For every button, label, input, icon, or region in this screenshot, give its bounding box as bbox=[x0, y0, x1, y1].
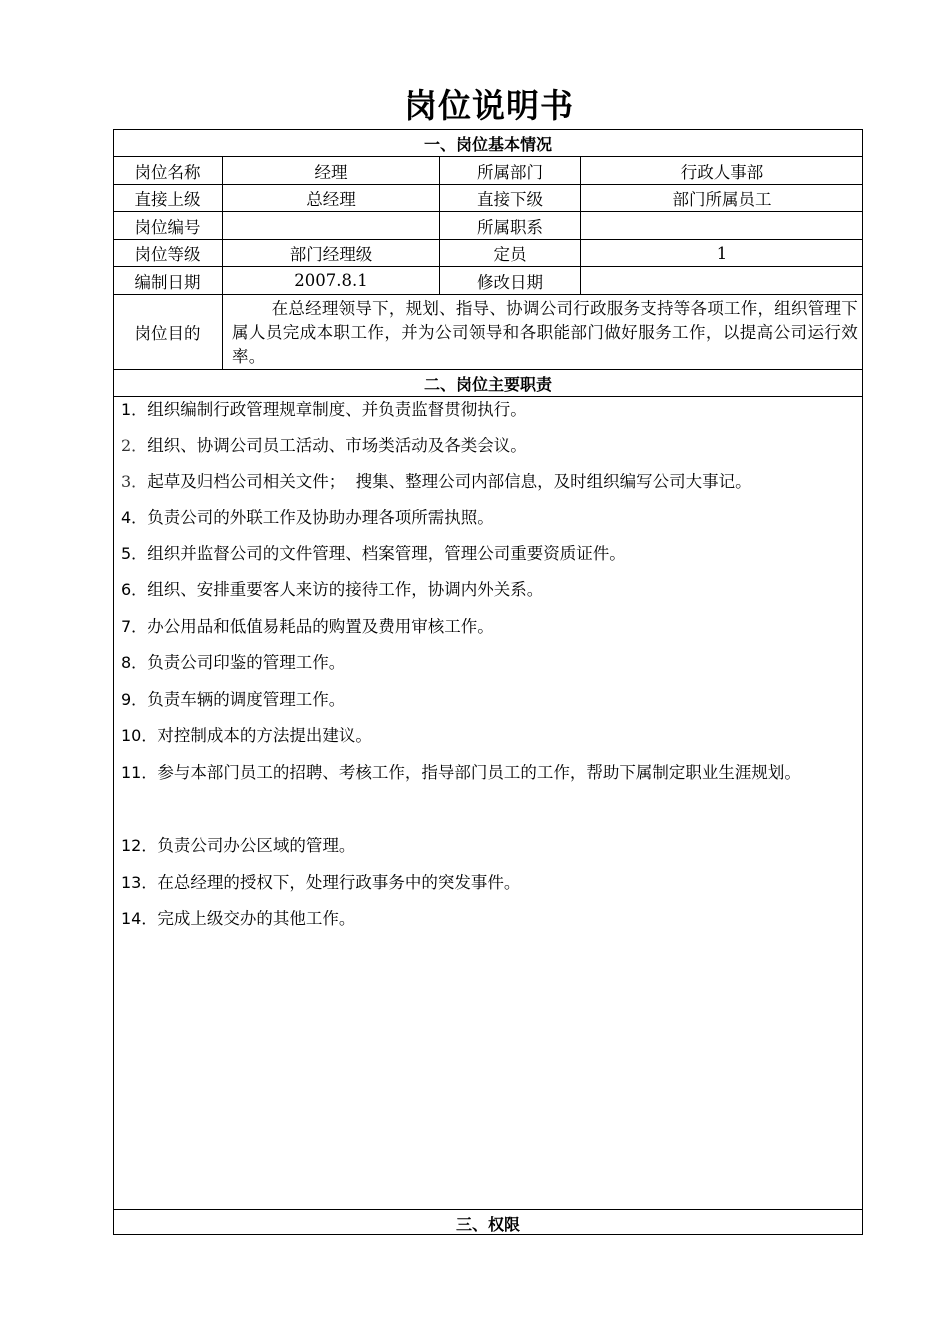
duty-number: 7． bbox=[121, 617, 148, 636]
label-direct-subordinate: 直接下级 bbox=[477, 190, 543, 209]
duty-text: 负责车辆的调度管理工作。 bbox=[147, 690, 346, 709]
duty-number: 13． bbox=[121, 873, 158, 892]
value-revised-date bbox=[581, 267, 863, 294]
duty-item bbox=[121, 499, 859, 536]
duty-number: 2． bbox=[121, 436, 148, 455]
duty-number: 11． bbox=[121, 763, 158, 782]
duty-item bbox=[121, 644, 859, 681]
duty-number: 12． bbox=[121, 836, 158, 855]
duty-item bbox=[121, 717, 859, 754]
duty-number: 9． bbox=[121, 690, 148, 709]
duty-number: 14． bbox=[121, 909, 158, 928]
label-prepared-date: 编制日期 bbox=[134, 272, 201, 292]
duty-text: 完成上级交办的其他工作。 bbox=[157, 909, 356, 928]
value-position-level: 部门经理级 bbox=[289, 245, 373, 264]
duty-number: 3． bbox=[121, 472, 148, 491]
duty-text: 办公用品和低值易耗品的购置及费用审核工作。 bbox=[147, 617, 494, 636]
duty-text: 起草及归档公司相关文件； 搜集、整理公司内部信息，及时组织编写公司大事记。 bbox=[147, 472, 752, 491]
label-direct-superior: 直接上级 bbox=[134, 190, 201, 209]
duty-text: 组织、协调公司员工活动、市场类活动及各类会议。 bbox=[147, 436, 527, 455]
duty-item bbox=[121, 608, 859, 645]
duty-item bbox=[121, 535, 859, 572]
value-direct-superior: 总经理 bbox=[306, 190, 356, 209]
duty-item bbox=[121, 463, 859, 500]
label-headcount: 定员 bbox=[493, 245, 527, 264]
duty-text: 组织并监督公司的文件管理、档案管理，管理公司重要资质证件。 bbox=[147, 544, 626, 563]
duty-number: 4． bbox=[121, 508, 148, 527]
duty-text: 负责公司办公区域的管理。 bbox=[157, 836, 356, 855]
duty-number: 6． bbox=[121, 580, 148, 599]
label-position-purpose: 岗位目的 bbox=[134, 324, 201, 343]
row-divider bbox=[113, 294, 863, 295]
value-job-family bbox=[581, 212, 863, 239]
duty-item bbox=[121, 681, 859, 718]
duty-text: 组织、安排重要客人来访的接待工作，协调内外关系。 bbox=[147, 580, 544, 599]
duty-text: 负责公司印鉴的管理工作。 bbox=[147, 653, 346, 672]
duty-text: 参与本部门员工的招聘、考核工作，指导部门员工的工作，帮助下属制定职业生涯规划。 bbox=[157, 763, 801, 782]
label-department: 所属部门 bbox=[477, 162, 543, 182]
value-prepared-date: 2007.8.1 bbox=[294, 271, 368, 290]
duty-text: 在总经理的授权下，处理行政事务中的突发事件。 bbox=[157, 873, 521, 892]
section-header-main-duties: 二、岗位主要职责 bbox=[423, 374, 552, 394]
duty-item bbox=[121, 754, 859, 791]
duty-text: 负责公司的外联工作及协助办理各项所需执照。 bbox=[147, 508, 494, 527]
duty-text: 组织编制行政管理规章制度、并负责监督贯彻执行。 bbox=[147, 400, 527, 419]
duty-number: 10． bbox=[121, 726, 158, 745]
label-position-name: 岗位名称 bbox=[134, 162, 201, 182]
value-position-code bbox=[223, 212, 439, 239]
label-revised-date: 修改日期 bbox=[477, 272, 543, 292]
value-department: 行政人事部 bbox=[680, 162, 764, 182]
value-position-name: 经理 bbox=[314, 162, 348, 182]
section-header-basic-info: 一、岗位基本情况 bbox=[423, 134, 552, 154]
duty-item bbox=[121, 864, 859, 901]
duty-number: 8． bbox=[121, 653, 148, 672]
label-position-code: 岗位编号 bbox=[134, 217, 201, 237]
duty-item bbox=[121, 391, 859, 428]
document-title: 岗位说明书 bbox=[404, 86, 574, 125]
value-direct-subordinate: 部门所属员工 bbox=[672, 190, 772, 209]
duty-item bbox=[121, 427, 859, 464]
duty-item bbox=[121, 571, 859, 608]
label-position-level: 岗位等级 bbox=[134, 245, 201, 264]
duty-text: 对控制成本的方法提出建议。 bbox=[157, 726, 372, 745]
duty-number: 1． bbox=[121, 400, 148, 419]
duty-item bbox=[121, 900, 859, 937]
value-headcount: 1 bbox=[716, 243, 728, 263]
duty-number: 5． bbox=[121, 544, 148, 563]
label-job-family: 所属职系 bbox=[477, 217, 543, 237]
section-header-authority: 三、权限 bbox=[455, 1214, 520, 1234]
position-purpose-text: 在总经理领导下，规划、指导、协调公司行政服务支持等各项工作，组织管理下属人员完成本职工作，并为公司领导和各职能部门做好服务工作，以提高公司运行效率。 bbox=[232, 299, 858, 366]
duty-item bbox=[121, 827, 859, 864]
